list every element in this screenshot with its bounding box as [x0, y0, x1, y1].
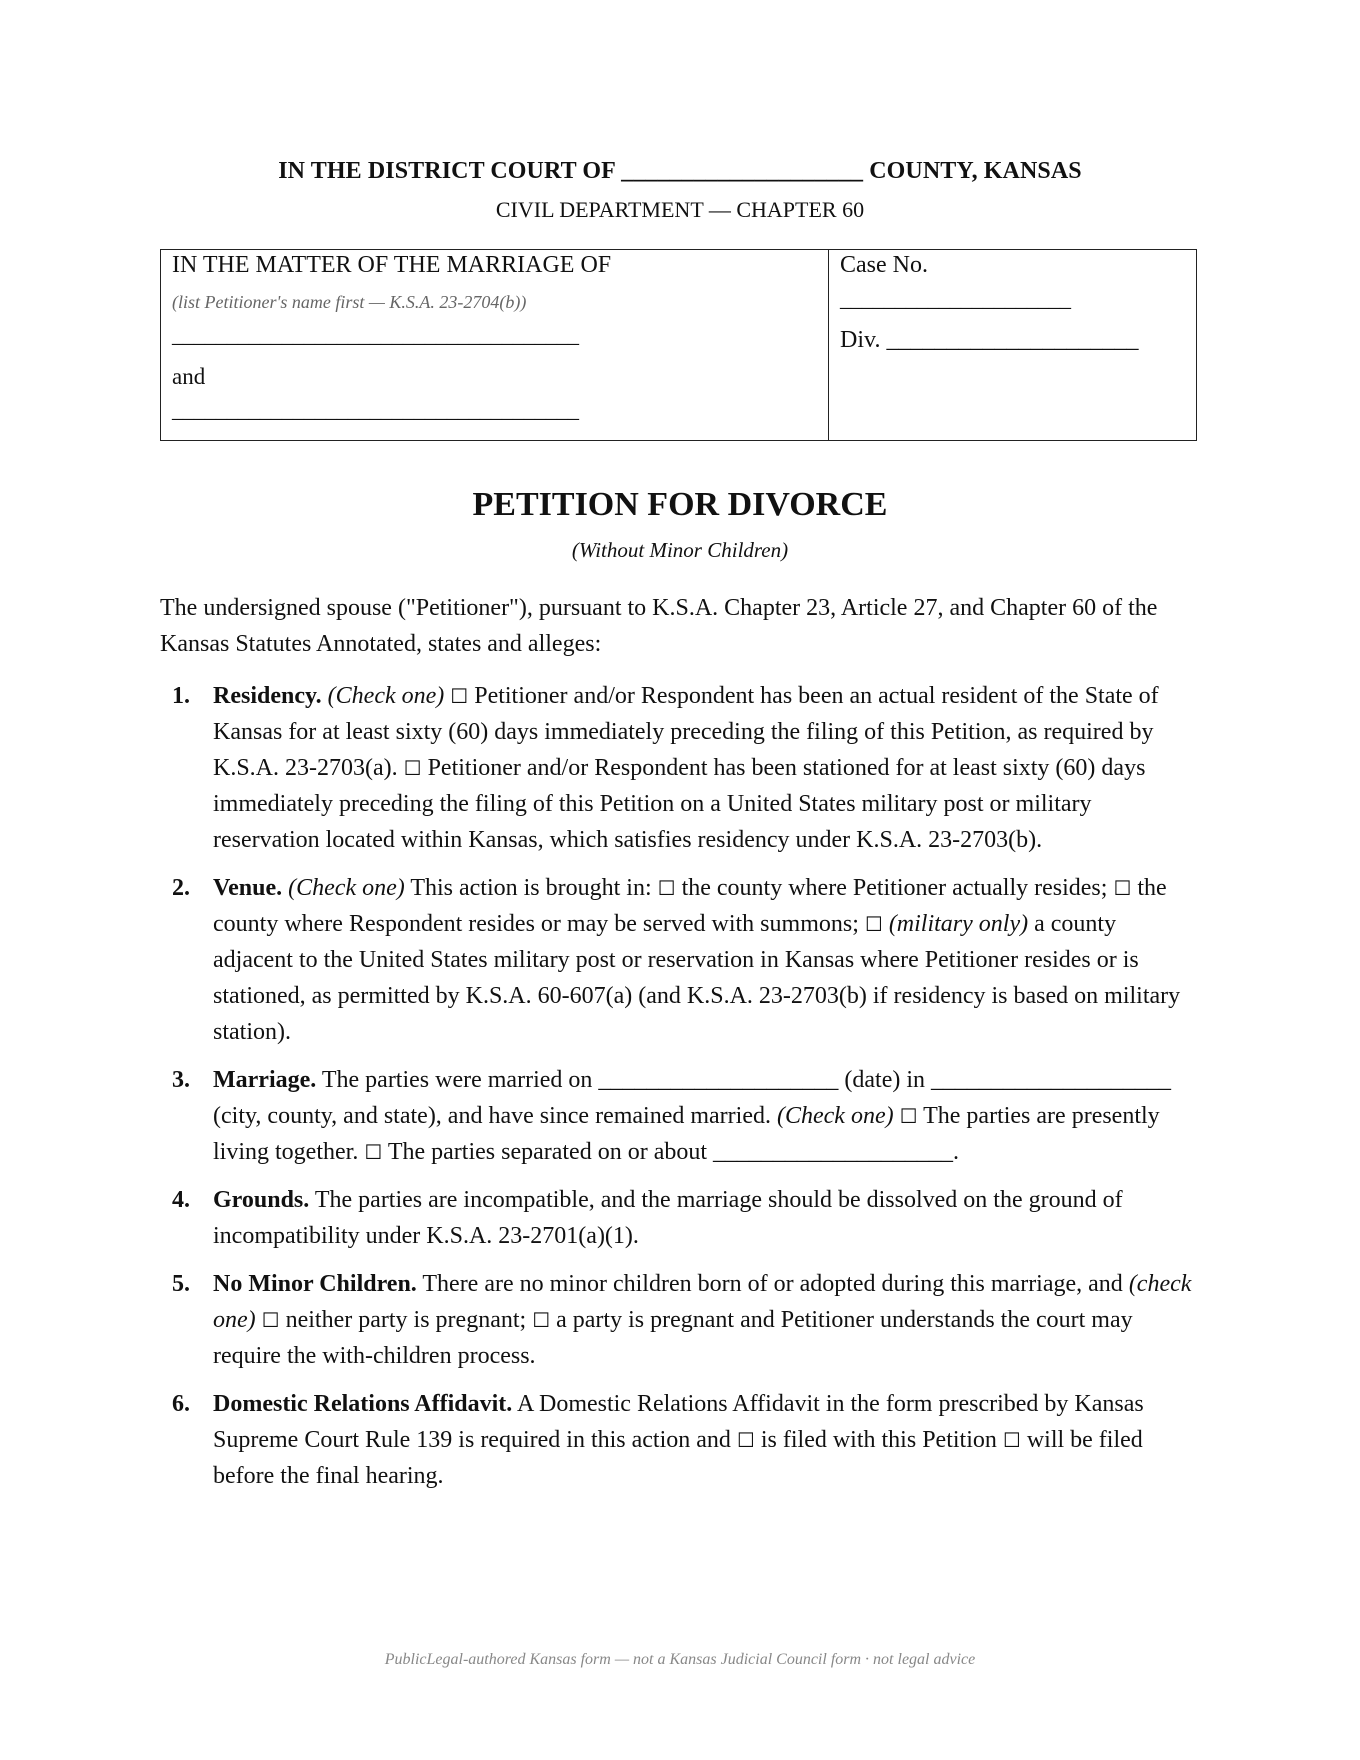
item-heading: No Minor Children.: [213, 1271, 417, 1297]
item-number: 1.: [172, 683, 190, 709]
checkbox-respondent-county[interactable]: ☐: [1113, 876, 1132, 900]
list-item-affidavit: [160, 1386, 1200, 1494]
checkbox-living-together[interactable]: ☐: [899, 1104, 918, 1128]
list-item-marriage: [160, 1062, 1200, 1170]
item-number: 6.: [172, 1391, 190, 1417]
respondent-name-field[interactable]: _____________________________________: [172, 397, 579, 422]
item-text: will be filed before the final hearing.: [213, 1427, 1143, 1489]
checkbox-petitioner-county[interactable]: ☐: [657, 876, 676, 900]
checkbox-pregnant[interactable]: ☐: [532, 1308, 551, 1332]
document-title: PETITION FOR DIVORCE: [472, 486, 888, 523]
item-heading: Venue.: [213, 875, 283, 901]
checkbox-not-pregnant[interactable]: ☐: [261, 1308, 280, 1332]
item-number: 5.: [172, 1271, 190, 1297]
item-text: a party is pregnant and Petitioner understands the court may require the with-children process.: [213, 1307, 1133, 1369]
item-heading: Grounds.: [213, 1187, 310, 1213]
item-number: 3.: [172, 1067, 190, 1093]
item-text: the county where Petitioner actually resides;: [675, 875, 1114, 901]
item-text: the county where Respondent resides or may be served with summons;: [213, 875, 1167, 937]
item-text: Petitioner and/or Respondent has been stationed for at least sixty (60) days immediately preceding the filing of this Petition on a United States military post or military reservation located within Kansas, which satisfies residency under K.S.A. 23-2703(b).: [213, 755, 1146, 853]
item-text: A Domestic Relations Affidavit in the form prescribed by Kansas Supreme Court Rule 139 is required in this action and: [213, 1391, 1144, 1453]
item-text: There are no minor children born of or adopted during this marriage, and: [416, 1271, 1129, 1297]
list-item-grounds: [160, 1182, 1200, 1254]
list-item-residency: [160, 678, 1200, 858]
list-item-venue: [160, 870, 1200, 1050]
item-text: is filed with this Petition: [754, 1427, 1003, 1453]
check-one-note: (check one): [213, 1271, 1192, 1333]
check-one-note: (Check one): [288, 875, 405, 901]
item-text: Petitioner and/or Respondent has been an actual resident of the State of Kansas for at least sixty (60) days immediately preceding the filing of this Petition, as required by K.S.A. 23-2703(a).: [213, 683, 1159, 781]
caption-case-info: [829, 250, 1196, 440]
document-subtitle: (Without Minor Children): [571, 538, 789, 562]
checkbox-separated[interactable]: ☐: [364, 1140, 383, 1164]
check-one-note: (Check one): [327, 683, 445, 709]
item-number: 4.: [172, 1187, 190, 1213]
allegations-list: [160, 678, 1200, 1506]
caption-parties: [161, 250, 829, 440]
petitioner-name-field[interactable]: _____________________________________: [172, 322, 579, 347]
item-heading: Residency.: [213, 683, 322, 709]
caption-and-label: and: [172, 364, 206, 389]
court-heading: IN THE DISTRICT COURT OF ____________________ COUNTY, KANSAS: [278, 158, 1082, 184]
footer-disclaimer: PublicLegal-authored Kansas form — not a Kansas Judicial Council form · not legal advice: [384, 1651, 976, 1668]
item-text: The parties are incompatible, and the marriage should be dissolved on the ground of incompatibility under K.S.A. 23-2701(a)(1).: [213, 1187, 1123, 1249]
check-one-note: (Check one): [777, 1103, 894, 1129]
item-heading: Domestic Relations Affidavit.: [213, 1391, 513, 1417]
military-only-note: (military only): [888, 911, 1029, 937]
list-item-no-minor-children: [160, 1266, 1200, 1374]
item-text: neither party is pregnant;: [279, 1307, 533, 1333]
caption-note: (list Petitioner's name first — K.S.A. 23-2704(b)): [172, 292, 527, 312]
case-number-field[interactable]: _____________________: [840, 286, 1071, 311]
department-heading: CIVIL DEPARTMENT — CHAPTER 60: [495, 197, 865, 222]
checkbox-military-stationed[interactable]: ☐: [403, 756, 422, 780]
caption-title: IN THE MATTER OF THE MARRIAGE OF: [172, 252, 612, 278]
case-caption-box: [160, 249, 1197, 441]
division-field[interactable]: Div. _____________________: [840, 327, 1139, 353]
item-text: This action is brought in:: [404, 875, 658, 901]
case-number-label: Case No.: [840, 252, 928, 278]
checkbox-affidavit-filed[interactable]: ☐: [736, 1428, 755, 1452]
item-text: a county adjacent to the United States military post or reservation in Kansas where Petitioner resides or is stationed, as permitted by K.S.A. 60-607(a) (and K.S.A. 23-2703(b) if residency is based on military station).: [213, 911, 1181, 1045]
item-text: The parties are presently living together.: [213, 1103, 1160, 1165]
item-text: The parties separated on or about ____________________.: [382, 1139, 960, 1165]
checkbox-military-county[interactable]: ☐: [864, 912, 883, 936]
item-text: The parties were married on ____________________ (date) in ____________________ (city, county, and state), and have since remained married.: [213, 1067, 1172, 1129]
checkbox-affidavit-later[interactable]: ☐: [1002, 1428, 1021, 1452]
item-number: 2.: [172, 875, 190, 901]
item-heading: Marriage.: [213, 1067, 317, 1093]
checkbox-resident[interactable]: ☐: [450, 684, 469, 708]
intro-paragraph: The undersigned spouse ("Petitioner"), pursuant to K.S.A. Chapter 23, Article 27, and Chapter 60 of the Kansas Statutes Annotated, states and alleges:: [160, 595, 1158, 657]
